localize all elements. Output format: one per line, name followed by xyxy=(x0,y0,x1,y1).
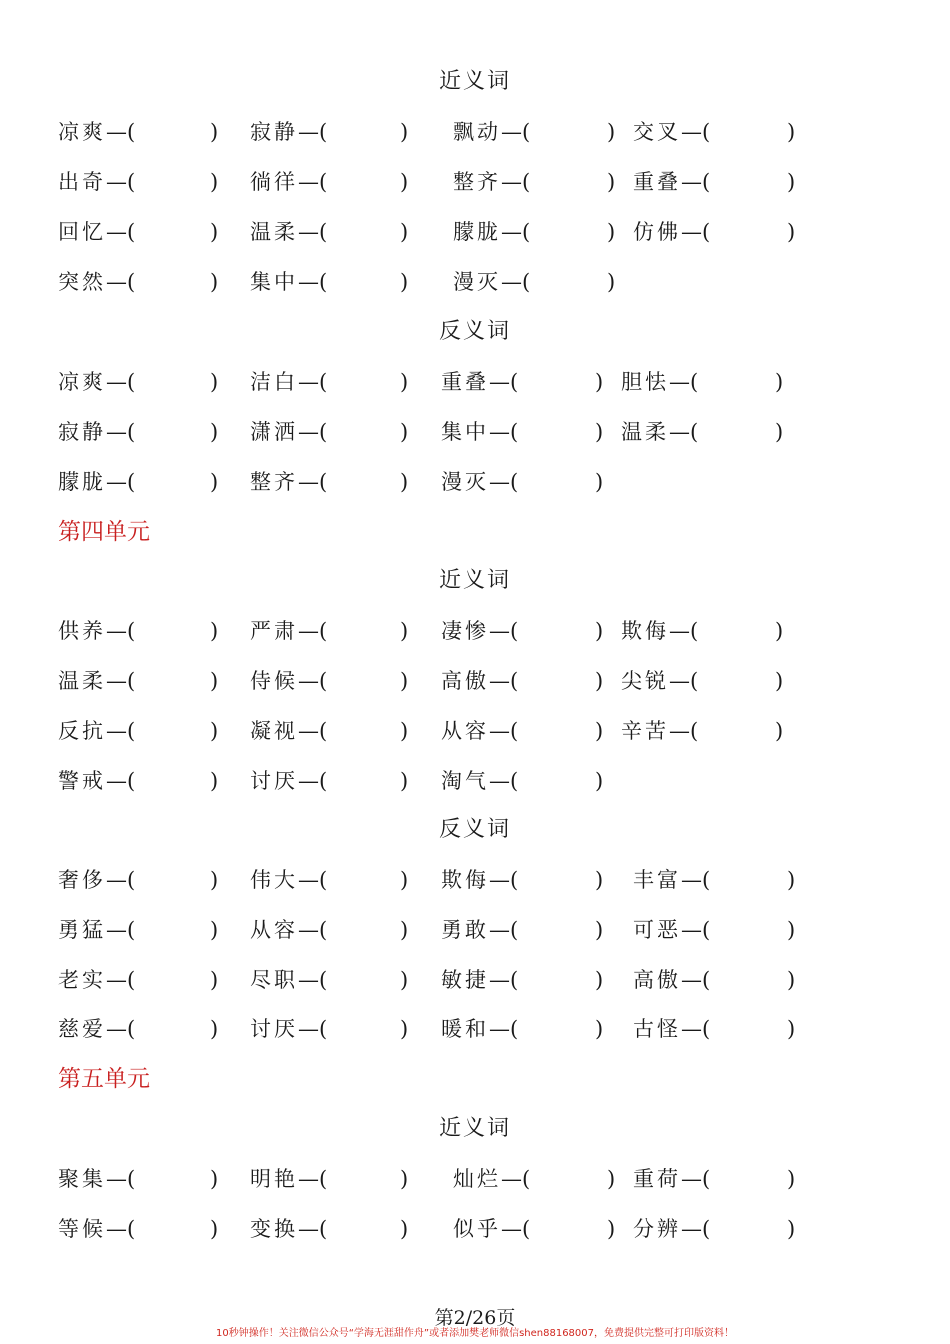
word-exercise xyxy=(250,666,409,696)
answer-open: —( xyxy=(489,769,519,793)
answer-close: ) xyxy=(400,220,409,244)
word-exercise xyxy=(441,1014,604,1044)
answer-close: ) xyxy=(607,1217,616,1241)
word-exercise xyxy=(250,716,409,746)
word-exercise xyxy=(441,965,604,995)
answer-close: ) xyxy=(210,868,219,892)
word-row xyxy=(0,616,950,646)
answer-open: —( xyxy=(298,769,328,793)
answer-close: ) xyxy=(787,968,796,992)
answer-open: —( xyxy=(106,968,136,992)
answer-close: ) xyxy=(607,270,616,294)
page-number: 第2/26页 xyxy=(434,1307,516,1329)
word-text: 温柔 xyxy=(621,420,669,444)
word-text: 可恶 xyxy=(633,918,681,942)
answer-close: ) xyxy=(787,1217,796,1241)
word-exercise xyxy=(633,1214,796,1244)
word-text: 慈爱 xyxy=(58,1017,106,1041)
unit-heading: 第四单元 xyxy=(58,519,150,545)
word-row xyxy=(0,716,950,746)
answer-open: —( xyxy=(681,170,711,194)
answer-open: —( xyxy=(106,270,136,294)
word-exercise xyxy=(250,267,409,297)
answer-close: ) xyxy=(400,170,409,194)
word-text: 凄惨 xyxy=(441,619,489,643)
answer-open: —( xyxy=(298,918,328,942)
section-heading: 近义词 xyxy=(438,568,511,593)
answer-close: ) xyxy=(595,918,604,942)
word-text: 严肃 xyxy=(250,619,298,643)
answer-open: —( xyxy=(298,270,328,294)
word-text: 潇洒 xyxy=(250,420,298,444)
word-exercise xyxy=(621,716,784,746)
word-exercise xyxy=(250,616,409,646)
word-exercise xyxy=(621,666,784,696)
word-row xyxy=(0,417,950,447)
answer-close: ) xyxy=(210,619,219,643)
word-text: 勇敢 xyxy=(441,918,489,942)
answer-open: —( xyxy=(298,1167,328,1191)
answer-open: —( xyxy=(298,420,328,444)
word-text: 整齐 xyxy=(453,170,501,194)
answer-close: ) xyxy=(400,918,409,942)
word-row xyxy=(0,965,950,995)
answer-open: —( xyxy=(298,968,328,992)
answer-open: —( xyxy=(106,420,136,444)
answer-open: —( xyxy=(106,220,136,244)
section-heading: 近义词 xyxy=(438,1116,511,1141)
answer-close: ) xyxy=(787,220,796,244)
answer-open: —( xyxy=(106,719,136,743)
unit-heading: 第五单元 xyxy=(58,1066,150,1092)
word-row xyxy=(0,217,950,247)
section-heading: 近义词 xyxy=(438,69,511,94)
answer-close: ) xyxy=(595,420,604,444)
word-text: 灿烂 xyxy=(453,1167,501,1191)
word-text: 欺侮 xyxy=(621,619,669,643)
word-text: 奢侈 xyxy=(58,868,106,892)
word-exercise xyxy=(58,616,219,646)
word-exercise xyxy=(453,217,616,247)
word-exercise xyxy=(633,915,796,945)
footer-notice: 10秒钟操作！关注微信公众号“学海无涯甜作舟”或者添加樊老师微信shen88168007，免费提供完整可打印版资料！ xyxy=(215,1328,735,1339)
word-exercise xyxy=(58,467,219,497)
word-exercise xyxy=(250,915,409,945)
answer-close: ) xyxy=(210,420,219,444)
answer-open: —( xyxy=(489,868,519,892)
word-exercise xyxy=(250,1164,409,1194)
word-exercise xyxy=(250,167,409,197)
word-text: 整齐 xyxy=(250,470,298,494)
word-exercise xyxy=(453,267,616,297)
answer-open: —( xyxy=(298,669,328,693)
answer-close: ) xyxy=(210,270,219,294)
answer-open: —( xyxy=(106,619,136,643)
answer-close: ) xyxy=(775,420,784,444)
word-exercise xyxy=(58,1164,219,1194)
word-exercise xyxy=(250,865,409,895)
word-text: 分辨 xyxy=(633,1217,681,1241)
answer-open: —( xyxy=(298,220,328,244)
word-text: 尽职 xyxy=(250,968,298,992)
answer-open: —( xyxy=(298,719,328,743)
word-text: 侍候 xyxy=(250,669,298,693)
word-exercise xyxy=(621,367,784,397)
word-exercise xyxy=(58,716,219,746)
answer-open: —( xyxy=(489,968,519,992)
word-exercise xyxy=(250,1014,409,1044)
word-row xyxy=(0,1164,950,1194)
word-exercise xyxy=(58,217,219,247)
word-exercise xyxy=(441,915,604,945)
answer-close: ) xyxy=(210,470,219,494)
word-row xyxy=(0,1214,950,1244)
answer-open: —( xyxy=(489,420,519,444)
answer-close: ) xyxy=(595,769,604,793)
answer-close: ) xyxy=(787,1167,796,1191)
word-exercise xyxy=(441,616,604,646)
answer-open: —( xyxy=(681,968,711,992)
word-exercise xyxy=(58,666,219,696)
word-text: 敏捷 xyxy=(441,968,489,992)
answer-open: —( xyxy=(501,270,531,294)
word-exercise xyxy=(633,217,796,247)
word-exercise xyxy=(58,1214,219,1244)
word-text: 仿佛 xyxy=(633,220,681,244)
answer-close: ) xyxy=(400,120,409,144)
answer-open: —( xyxy=(681,220,711,244)
answer-open: —( xyxy=(489,370,519,394)
word-exercise xyxy=(621,616,784,646)
answer-close: ) xyxy=(400,1167,409,1191)
answer-close: ) xyxy=(595,619,604,643)
word-exercise xyxy=(633,1014,796,1044)
answer-open: —( xyxy=(298,170,328,194)
word-exercise xyxy=(633,1164,796,1194)
answer-close: ) xyxy=(787,868,796,892)
word-text: 警戒 xyxy=(58,769,106,793)
answer-close: ) xyxy=(400,669,409,693)
answer-close: ) xyxy=(787,170,796,194)
answer-open: —( xyxy=(501,1217,531,1241)
answer-close: ) xyxy=(400,769,409,793)
answer-open: —( xyxy=(669,719,699,743)
word-row xyxy=(0,666,950,696)
answer-open: —( xyxy=(106,370,136,394)
word-exercise xyxy=(58,367,219,397)
answer-close: ) xyxy=(210,1017,219,1041)
word-exercise xyxy=(250,367,409,397)
answer-open: —( xyxy=(106,120,136,144)
answer-close: ) xyxy=(210,769,219,793)
answer-open: —( xyxy=(489,918,519,942)
word-text: 讨厌 xyxy=(250,769,298,793)
answer-open: —( xyxy=(298,868,328,892)
answer-close: ) xyxy=(210,1167,219,1191)
word-exercise xyxy=(633,965,796,995)
answer-close: ) xyxy=(607,220,616,244)
word-exercise xyxy=(633,117,796,147)
word-text: 集中 xyxy=(441,420,489,444)
word-exercise xyxy=(58,117,219,147)
answer-open: —( xyxy=(106,669,136,693)
word-text: 伟大 xyxy=(250,868,298,892)
answer-close: ) xyxy=(400,868,409,892)
answer-open: —( xyxy=(501,120,531,144)
answer-open: —( xyxy=(298,1217,328,1241)
word-text: 胆怯 xyxy=(621,370,669,394)
answer-open: —( xyxy=(489,470,519,494)
word-exercise xyxy=(58,865,219,895)
word-exercise xyxy=(250,467,409,497)
word-row xyxy=(0,167,950,197)
word-row xyxy=(0,915,950,945)
answer-open: —( xyxy=(106,1167,136,1191)
word-text: 飘动 xyxy=(453,120,501,144)
word-text: 古怪 xyxy=(633,1017,681,1041)
word-text: 变换 xyxy=(250,1217,298,1241)
answer-open: —( xyxy=(501,1167,531,1191)
answer-close: ) xyxy=(595,669,604,693)
answer-close: ) xyxy=(210,1217,219,1241)
answer-open: —( xyxy=(501,220,531,244)
answer-close: ) xyxy=(787,120,796,144)
answer-close: ) xyxy=(400,968,409,992)
word-text: 漫灭 xyxy=(441,470,489,494)
word-text: 凉爽 xyxy=(58,370,106,394)
answer-close: ) xyxy=(210,669,219,693)
word-text: 辛苦 xyxy=(621,719,669,743)
word-text: 洁白 xyxy=(250,370,298,394)
answer-close: ) xyxy=(210,918,219,942)
word-text: 尖锐 xyxy=(621,669,669,693)
word-row xyxy=(0,1014,950,1044)
word-text: 朦胧 xyxy=(58,470,106,494)
word-row xyxy=(0,117,950,147)
answer-open: —( xyxy=(681,918,711,942)
word-exercise xyxy=(441,666,604,696)
word-text: 等候 xyxy=(58,1217,106,1241)
word-text: 聚集 xyxy=(58,1167,106,1191)
word-row xyxy=(0,865,950,895)
word-exercise xyxy=(250,217,409,247)
section-heading: 反义词 xyxy=(438,319,511,344)
word-exercise xyxy=(250,766,409,796)
answer-open: —( xyxy=(681,1217,711,1241)
word-exercise xyxy=(58,267,219,297)
word-exercise xyxy=(453,1214,616,1244)
answer-open: —( xyxy=(106,170,136,194)
answer-close: ) xyxy=(787,1017,796,1041)
answer-close: ) xyxy=(210,120,219,144)
word-row xyxy=(0,367,950,397)
word-text: 温柔 xyxy=(58,669,106,693)
answer-close: ) xyxy=(210,220,219,244)
answer-open: —( xyxy=(501,170,531,194)
word-text: 欺侮 xyxy=(441,868,489,892)
word-text: 高傲 xyxy=(441,669,489,693)
section-heading: 反义词 xyxy=(438,817,511,842)
word-exercise xyxy=(441,417,604,447)
answer-close: ) xyxy=(787,918,796,942)
answer-close: ) xyxy=(775,619,784,643)
word-text: 寂静 xyxy=(250,120,298,144)
answer-close: ) xyxy=(400,420,409,444)
answer-open: —( xyxy=(681,868,711,892)
word-text: 温柔 xyxy=(250,220,298,244)
word-row xyxy=(0,467,950,497)
answer-close: ) xyxy=(400,719,409,743)
answer-open: —( xyxy=(669,619,699,643)
word-text: 讨厌 xyxy=(250,1017,298,1041)
answer-close: ) xyxy=(607,120,616,144)
answer-close: ) xyxy=(400,270,409,294)
answer-open: —( xyxy=(681,1017,711,1041)
word-text: 从容 xyxy=(441,719,489,743)
word-exercise xyxy=(441,865,604,895)
word-text: 寂静 xyxy=(58,420,106,444)
answer-open: —( xyxy=(298,1017,328,1041)
word-row xyxy=(0,267,950,297)
answer-open: —( xyxy=(298,120,328,144)
word-exercise xyxy=(250,965,409,995)
word-text: 重荷 xyxy=(633,1167,681,1191)
word-text: 勇猛 xyxy=(58,918,106,942)
word-text: 出奇 xyxy=(58,170,106,194)
word-text: 突然 xyxy=(58,270,106,294)
word-text: 似乎 xyxy=(453,1217,501,1241)
word-exercise xyxy=(453,1164,616,1194)
answer-close: ) xyxy=(210,968,219,992)
answer-close: ) xyxy=(775,370,784,394)
word-text: 漫灭 xyxy=(453,270,501,294)
word-text: 凉爽 xyxy=(58,120,106,144)
word-exercise xyxy=(250,417,409,447)
word-exercise xyxy=(453,117,616,147)
answer-close: ) xyxy=(607,170,616,194)
answer-close: ) xyxy=(775,669,784,693)
answer-close: ) xyxy=(210,370,219,394)
word-text: 反抗 xyxy=(58,719,106,743)
answer-close: ) xyxy=(595,719,604,743)
answer-open: —( xyxy=(489,719,519,743)
answer-open: —( xyxy=(106,1017,136,1041)
answer-open: —( xyxy=(106,769,136,793)
word-exercise xyxy=(441,766,604,796)
word-exercise xyxy=(441,716,604,746)
word-text: 暖和 xyxy=(441,1017,489,1041)
word-exercise xyxy=(250,1214,409,1244)
answer-open: —( xyxy=(298,370,328,394)
answer-open: —( xyxy=(106,470,136,494)
answer-open: —( xyxy=(106,868,136,892)
word-exercise xyxy=(633,167,796,197)
answer-close: ) xyxy=(595,1017,604,1041)
answer-open: —( xyxy=(669,420,699,444)
answer-open: —( xyxy=(669,669,699,693)
answer-close: ) xyxy=(595,868,604,892)
word-text: 集中 xyxy=(250,270,298,294)
word-text: 供养 xyxy=(58,619,106,643)
answer-close: ) xyxy=(400,1017,409,1041)
answer-close: ) xyxy=(400,619,409,643)
word-exercise xyxy=(250,117,409,147)
word-text: 丰富 xyxy=(633,868,681,892)
answer-open: —( xyxy=(489,669,519,693)
word-exercise xyxy=(441,467,604,497)
answer-open: —( xyxy=(681,1167,711,1191)
answer-open: —( xyxy=(681,120,711,144)
answer-open: —( xyxy=(106,918,136,942)
word-text: 朦胧 xyxy=(453,220,501,244)
answer-open: —( xyxy=(669,370,699,394)
answer-close: ) xyxy=(400,470,409,494)
answer-open: —( xyxy=(106,1217,136,1241)
answer-open: —( xyxy=(489,619,519,643)
word-exercise xyxy=(58,417,219,447)
answer-open: —( xyxy=(298,470,328,494)
answer-close: ) xyxy=(595,968,604,992)
word-text: 老实 xyxy=(58,968,106,992)
answer-close: ) xyxy=(210,170,219,194)
answer-close: ) xyxy=(400,370,409,394)
answer-close: ) xyxy=(775,719,784,743)
answer-close: ) xyxy=(400,1217,409,1241)
answer-close: ) xyxy=(595,370,604,394)
word-exercise xyxy=(58,766,219,796)
word-row xyxy=(0,766,950,796)
word-text: 重叠 xyxy=(441,370,489,394)
answer-open: —( xyxy=(489,1017,519,1041)
answer-close: ) xyxy=(210,719,219,743)
word-exercise xyxy=(58,915,219,945)
word-text: 从容 xyxy=(250,918,298,942)
word-text: 徜徉 xyxy=(250,170,298,194)
word-exercise xyxy=(58,965,219,995)
word-text: 重叠 xyxy=(633,170,681,194)
word-text: 淘气 xyxy=(441,769,489,793)
word-exercise xyxy=(621,417,784,447)
word-text: 交叉 xyxy=(633,120,681,144)
word-text: 回忆 xyxy=(58,220,106,244)
word-text: 凝视 xyxy=(250,719,298,743)
word-text: 明艳 xyxy=(250,1167,298,1191)
word-exercise xyxy=(453,167,616,197)
answer-close: ) xyxy=(607,1167,616,1191)
answer-close: ) xyxy=(595,470,604,494)
word-exercise xyxy=(441,367,604,397)
word-exercise xyxy=(58,167,219,197)
word-text: 高傲 xyxy=(633,968,681,992)
answer-open: —( xyxy=(298,619,328,643)
word-exercise xyxy=(58,1014,219,1044)
word-exercise xyxy=(633,865,796,895)
